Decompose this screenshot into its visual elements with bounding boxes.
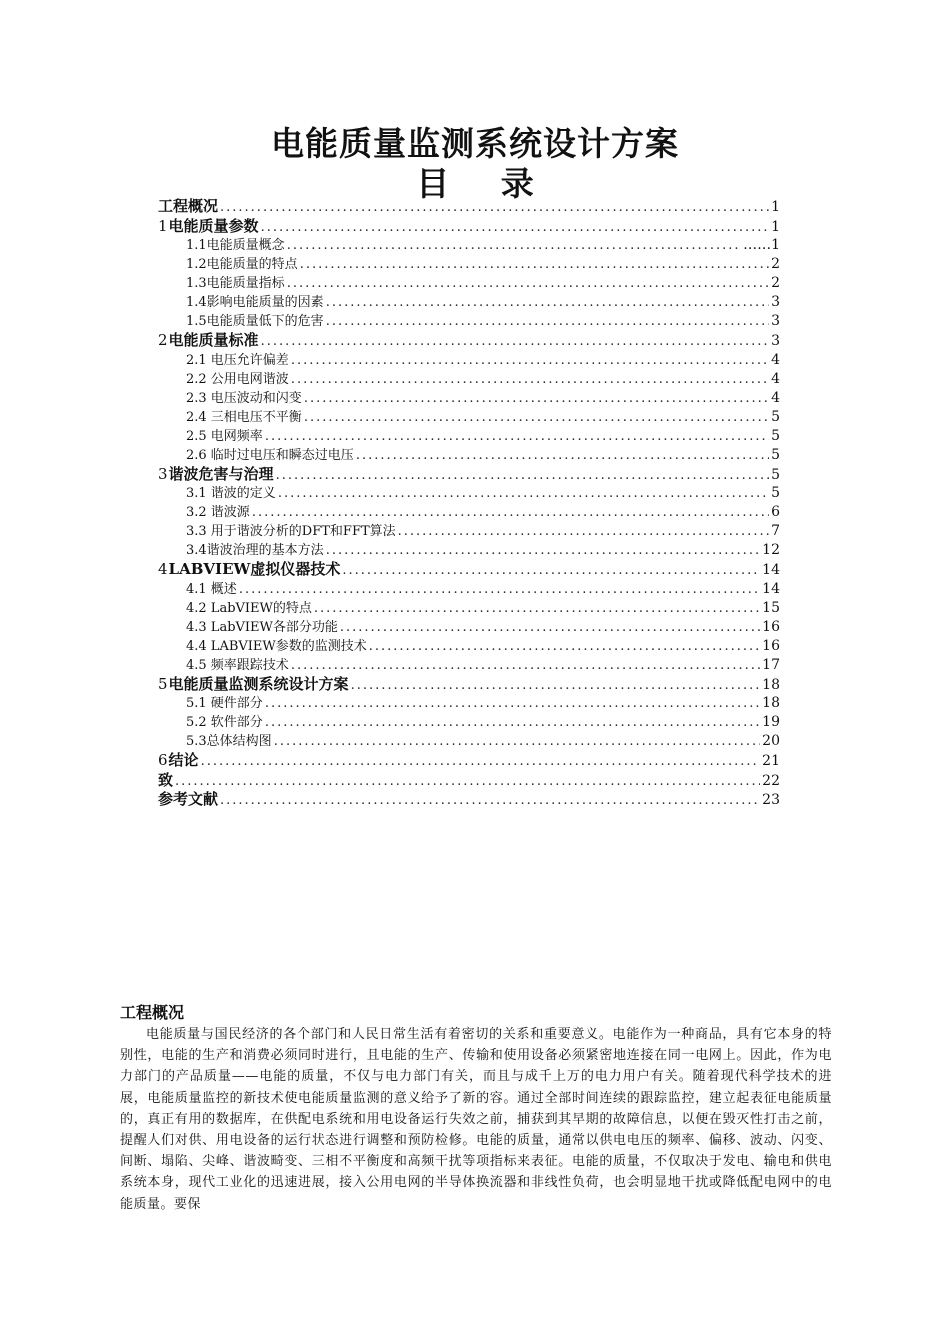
toc-entry[interactable] — [158, 771, 780, 791]
toc-entry-number: 5 — [158, 674, 168, 693]
toc-dot-leader — [261, 218, 770, 237]
toc-entry-label: 4.4 LABVIEW参数的监测技术 — [186, 638, 367, 654]
toc-dot-leader — [340, 618, 760, 637]
toc-entry-page: 5 — [771, 466, 780, 483]
toc-dot-leader — [261, 332, 770, 351]
toc-entry-label: 3.2 谐波源 — [186, 505, 250, 520]
toc-entry[interactable] — [158, 236, 780, 255]
toc-entry[interactable] — [158, 427, 780, 446]
toc-entry[interactable] — [158, 255, 780, 274]
toc-entry-label: 结论 — [168, 751, 199, 769]
toc-entry-page: ……1 — [743, 237, 780, 253]
body-paragraph: 电能质量与国民经济的各个部门和人民日常生活有着密切的关系和重要意义。电能作为一种商品，具有它本身的特别性，电能的生产和消费必须同时进行，且电能的生产、传输和使用设备必须紧密地连接在同一电网上。因此，作为电力部门的产品质量——电能的质量，不仅与电力部门有关，而且与成千上万的电力用户有关。随着现代科学技术的进展，电能质量监控的新技术使电能质量监测的意义给予了新的容。通过全部时间连续的跟踪监控，建立起表征电能质量的，真正有用的数据库，在供配电系统和用电设备运行失效之前，捕获到其早期的故障信息，以便在毁灭性打击之前，提醒人们对供、用电设备的运行状态进行调整和预防检修。电能的质量，通常以供电电压的频率、偏移、波动、闪变、间断、塌陷、尖峰、谐波畸变、三相不平衡度和高频干扰等项指标来表征。电能的质量，不仅取决于发电、输电和供电系统本身，现代工业化的迅速进展，接入公用电网的半导体换流器和非线性负荷，也会明显地干扰或降低配电网中的电能质量。要保 — [120, 1027, 832, 1212]
toc-entry-page: 3 — [771, 313, 780, 329]
toc-entry[interactable] — [158, 522, 780, 541]
document-title: 电能质量监测系统设计方案 — [271, 124, 679, 163]
toc-entry-label: 5.1 硬件部分 — [186, 696, 263, 711]
toc-entry-label: 电能质量标准 — [168, 331, 259, 349]
toc-entry[interactable] — [158, 503, 780, 522]
toc-dot-leader — [291, 351, 769, 370]
toc-entry[interactable] — [158, 217, 780, 237]
toc-dot-leader — [326, 541, 760, 560]
toc-entry[interactable] — [158, 694, 780, 713]
toc-entry-label: 5.3总体结构图 — [186, 734, 272, 749]
toc-dot-leader — [220, 198, 769, 217]
toc-entry-label: 2.2 公用电网谐波 — [186, 371, 289, 387]
toc-entry[interactable] — [158, 331, 780, 351]
toc-entry[interactable] — [158, 541, 780, 560]
toc-entry-label: 谐波危害与治理 — [168, 464, 274, 483]
toc-entry-label: 1.4影响电能质量的因素 — [186, 295, 324, 310]
toc-entry[interactable] — [158, 656, 780, 675]
toc-dot-leader — [265, 713, 760, 732]
toc-entry-label: 4.1 概述 — [186, 581, 237, 597]
toc-entry[interactable] — [158, 751, 780, 771]
toc-dot-leader — [326, 312, 769, 331]
toc-entry-label: LABVIEW虚拟仪器技术 — [168, 560, 341, 578]
toc-dot-leader — [175, 772, 760, 791]
toc-entry-page: 12 — [762, 542, 780, 558]
toc-entry-label: 1.1电能质量概念 — [186, 238, 285, 253]
toc-entry[interactable] — [158, 408, 780, 427]
toc-entry-label: 3.1 谐波的定义 — [186, 486, 276, 501]
toc-entry[interactable] — [158, 637, 780, 656]
toc-dot-leader — [291, 656, 760, 675]
toc-entry-page: 15 — [762, 599, 780, 616]
toc-entry[interactable] — [158, 389, 780, 408]
toc-entry-page: 4 — [771, 370, 780, 387]
toc-dot-leader — [201, 752, 761, 771]
toc-entry[interactable] — [158, 312, 780, 331]
toc-entry-page: 18 — [762, 676, 780, 693]
toc-entry-page: 5 — [771, 485, 780, 501]
toc-dot-leader — [398, 522, 769, 541]
toc-entry-page: 4 — [771, 389, 780, 406]
toc-entry[interactable] — [158, 197, 780, 217]
toc-entry-page: 5 — [771, 427, 780, 444]
toc-entry-number: 2 — [158, 331, 168, 349]
toc-entry-page: 6 — [771, 504, 780, 520]
toc-entry-page: 3 — [771, 294, 780, 310]
toc-entry-label: 5.2 软件部分 — [186, 715, 263, 730]
toc-dot-leader — [239, 580, 760, 599]
toc-dot-leader — [326, 293, 769, 312]
toc-entry-page: 3 — [771, 333, 780, 349]
toc-dot-leader — [304, 408, 769, 427]
toc-entry-page: 18 — [762, 695, 780, 711]
toc-dot-leader — [304, 389, 769, 408]
toc-entry-number: 4 — [158, 560, 168, 578]
toc-entry[interactable] — [158, 790, 780, 810]
toc-entry[interactable] — [158, 675, 780, 695]
toc-entry[interactable] — [158, 351, 780, 370]
toc-entry[interactable] — [158, 618, 780, 637]
toc-title: 目 录 — [416, 164, 554, 203]
toc-entry-page: 23 — [762, 792, 780, 808]
toc-entry[interactable] — [158, 274, 780, 293]
overview-section — [120, 1002, 832, 1215]
toc-entry[interactable] — [158, 484, 780, 503]
toc-entry-label: 1.2电能质量的特点 — [186, 257, 298, 272]
toc-entry-label: 3.3 用于谐波分析的DFT和FFT算法 — [186, 524, 396, 539]
toc-dot-leader — [278, 484, 769, 503]
toc-dot-leader — [314, 599, 760, 618]
toc-entry-label: 2.5 电网频率 — [186, 428, 263, 444]
toc-dot-leader — [220, 791, 760, 810]
toc-entry-page: 1 — [771, 218, 780, 235]
toc-entry-label: 4.3 LabVIEW各部分功能 — [186, 619, 338, 635]
toc-entry-page: 16 — [762, 618, 780, 635]
toc-dot-leader — [369, 637, 760, 656]
toc-dot-leader — [265, 694, 760, 713]
toc-entry-label: 1.3电能质量指标 — [186, 276, 285, 291]
toc-entry-page: 17 — [762, 656, 780, 673]
toc-entry-page: 20 — [762, 733, 780, 749]
toc-entry[interactable] — [158, 560, 780, 580]
toc-entry[interactable] — [158, 713, 780, 732]
toc-entry-page: 7 — [771, 523, 780, 539]
toc-entry-label: 工程概况 — [158, 197, 219, 215]
toc-dot-leader — [300, 255, 769, 274]
toc-entry-page: 2 — [771, 275, 780, 291]
toc-entry-page: 1 — [771, 199, 780, 215]
toc-dot-leader — [351, 676, 761, 695]
toc-entry-page: 4 — [771, 351, 780, 368]
toc-dot-leader — [287, 274, 769, 293]
toc-entry-label: 1.5电能质量低下的危害 — [186, 314, 324, 329]
toc-entry[interactable] — [158, 580, 780, 599]
toc-entry-label: 2.3 电压波动和闪变 — [186, 390, 302, 406]
toc-entry-page: 14 — [762, 580, 780, 597]
toc-dot-leader — [274, 732, 760, 751]
toc-entry-page: 16 — [762, 637, 780, 654]
toc-entry-page: 22 — [762, 772, 780, 789]
toc-entry-page: 2 — [771, 256, 780, 272]
toc-dot-leader — [291, 370, 769, 389]
toc-entry-label: 4.5 频率跟踪技术 — [186, 657, 289, 673]
toc-entry[interactable] — [158, 732, 780, 751]
toc-entry-label: 2.6 临时过电压和瞬态过电压 — [186, 447, 354, 463]
toc-entry[interactable] — [158, 446, 780, 465]
toc-entry-label: 电能质量监测系统设计方案 — [168, 674, 349, 693]
toc-entry-label: 参考文献 — [158, 790, 219, 808]
toc-entry-page: 5 — [771, 446, 780, 463]
toc-entry-label: 4.2 LabVIEW的特点 — [186, 600, 312, 616]
toc-dot-leader — [287, 236, 741, 255]
toc-dot-leader — [342, 561, 760, 580]
toc-entry-label: 电能质量参数 — [168, 216, 259, 235]
toc-dot-leader — [252, 503, 769, 522]
toc-entry[interactable] — [158, 465, 780, 485]
table-of-contents — [158, 197, 780, 810]
toc-entry-label: 2.1 电压允许偏差 — [186, 352, 289, 368]
toc-entry-number: 6 — [158, 751, 168, 769]
toc-dot-leader — [265, 427, 769, 446]
section-heading: 工程概况 — [120, 1003, 185, 1022]
toc-entry-page: 5 — [771, 408, 780, 425]
toc-dot-leader — [276, 466, 770, 485]
toc-entry[interactable] — [158, 293, 780, 312]
toc-entry-label: 3.4谐波治理的基本方法 — [186, 543, 324, 558]
toc-entry-number: 3 — [158, 464, 168, 483]
toc-entry-page: 19 — [762, 714, 780, 730]
toc-entry-label: 致 — [158, 770, 174, 789]
toc-dot-leader — [356, 446, 769, 465]
toc-entry-page: 14 — [762, 562, 780, 578]
toc-entry[interactable] — [158, 599, 780, 618]
toc-entry[interactable] — [158, 370, 780, 389]
toc-entry-page: 21 — [762, 753, 780, 769]
toc-entry-label: 2.4 三相电压不平衡 — [186, 409, 302, 425]
toc-entry-number: 1 — [158, 216, 168, 235]
